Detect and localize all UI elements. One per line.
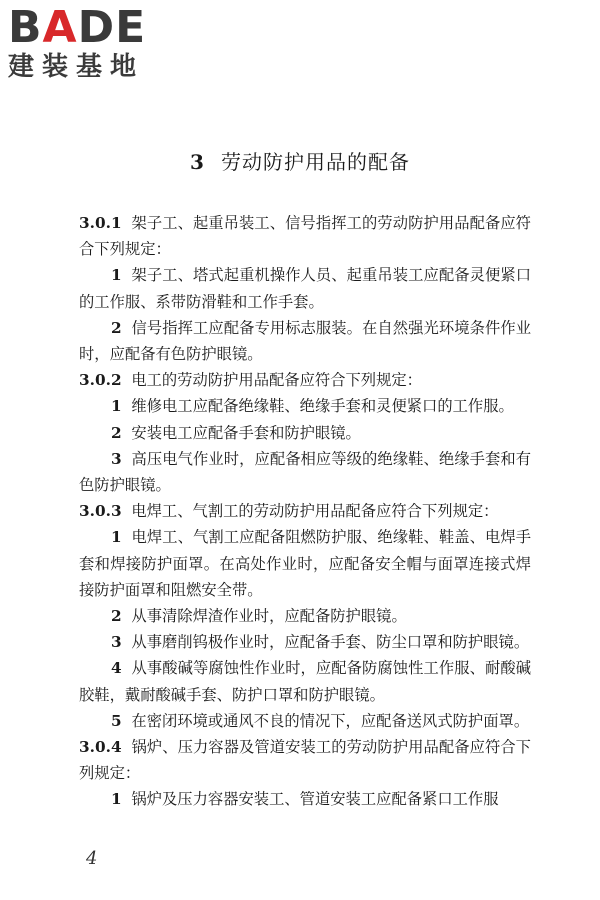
clause-item: 2 信号指挥工应配备专用标志服装。在自然强光环境条件作业时，应配备有色防护眼镜。 — [79, 318, 531, 364]
clause-3-0-3: 3.0.3 电焊工、气割工的劳动防护用品配备应符合下列规定： — [79, 502, 499, 521]
clause-item: 4 从事酸碱等腐蚀性作业时，应配备防腐蚀性工作服、耐酸碱胶鞋，戴耐酸碱手套、防护口罩和防护眼镜。 — [79, 659, 531, 704]
clause-item: 3 高压电气作业时，应配备相应等级的绝缘鞋、绝缘手套和有色防护眼镜。 — [79, 449, 531, 495]
clause-item: 1 锅炉及压力容器安装工、管道安装工应配备紧口工作服 — [111, 790, 499, 809]
clause-item: 3 从事磨削钨极作业时，应配备手套、防尘口罩和防护眼镜。 — [111, 633, 530, 652]
chapter-number: 3 — [190, 150, 205, 174]
clause-item: 2 安装电工应配备手套和防护眼镜。 — [111, 423, 361, 442]
logo-subtitle: 建装基地 — [8, 52, 145, 82]
chapter-heading — [0, 148, 600, 176]
logo — [8, 4, 146, 82]
clause-3-0-2: 3.0.2 电工的劳动防护用品配备应符合下列规定： — [79, 371, 422, 390]
chapter-title: 劳动防护用品的配备 — [220, 150, 410, 174]
clause-item: 5 在密闭环境或通风不良的情况下，应配备送风式防护面罩。 — [111, 711, 530, 730]
clause-3-0-1: 3.0.1 架子工、起重吊装工、信号指挥工的劳动防护用品配备应符合下列规定： — [79, 214, 531, 259]
clause-3-0-4: 3.0.4 锅炉、压力容器及管道安装工的劳动防护用品配备应符合下列规定： — [79, 738, 531, 783]
clause-item: 1 电焊工、气割工应配备阻燃防护服、绝缘鞋、鞋盖、电焊手套和焊接防护面罩。在高处作业时，应配备安全帽与面罩连接式焊接防护面罩和阻燃安全带。 — [79, 528, 531, 599]
clause-item: 1 架子工、塔式起重机操作人员、起重吊装工应配备灵便紧口的工作服、系带防滑鞋和工作手套。 — [79, 266, 531, 311]
document-body — [79, 210, 531, 813]
page-number: 4 — [86, 848, 98, 869]
logo-accent-letter: A — [42, 2, 78, 53]
clause-item: 2 从事清除焊渣作业时，应配备防护眼镜。 — [111, 607, 407, 626]
clause-item: 1 维修电工应配备绝缘鞋、绝缘手套和灵便紧口的工作服。 — [111, 397, 514, 416]
logo-wordmark: BADE — [8, 2, 147, 53]
